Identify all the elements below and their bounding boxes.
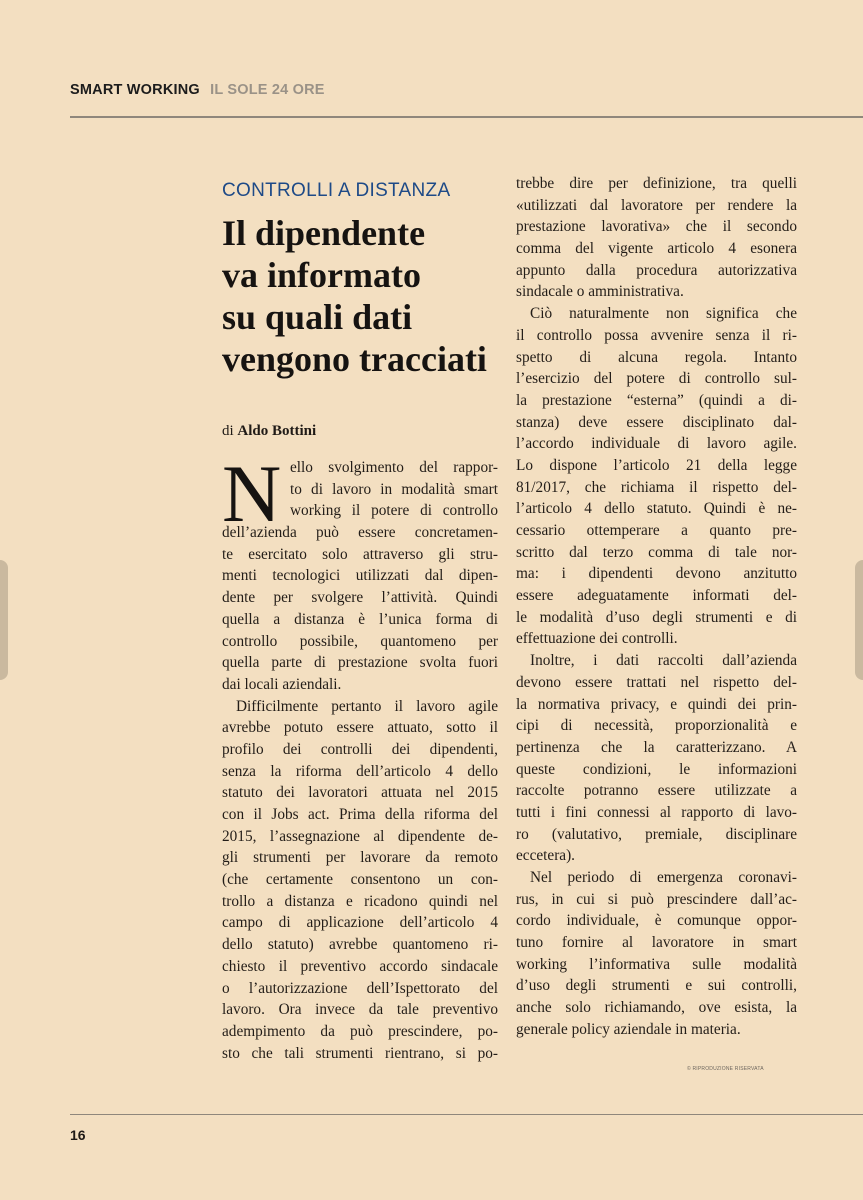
text-line: to di lavoro in modalità smart <box>290 480 498 498</box>
text-line: Nel periodo di emergenza coronavi- <box>530 869 797 886</box>
text-line: generale policy aziendale in materia. <box>516 1020 741 1038</box>
drop-cap: N <box>222 448 282 539</box>
text-line: queste condizioni, le informazioni <box>516 760 797 778</box>
text-line: senza la riforma dell’articolo 4 dello <box>222 762 498 780</box>
text-line: appunto dalla procedura autorizzativa <box>516 261 797 279</box>
text-line: il controllo possa avvenire senza il ri- <box>516 326 797 344</box>
text-line: d’uso degli strumenti e sui controlli, <box>516 977 797 995</box>
header-rule <box>70 116 863 118</box>
text-line: sto che tali strumenti rientrano, si po- <box>222 1044 498 1062</box>
text-line: le modalità d’uso degli strumenti e di <box>516 608 797 626</box>
text-line: tutti i fini connessi al rapporto di lavo- <box>516 803 797 821</box>
text-line: working l’informativa sulle modalità <box>516 955 797 973</box>
text-line: dello statuto) avrebbe quantomeno ri- <box>222 936 498 954</box>
text-line: 81/2017, che richiama il rispetto del- <box>516 478 797 496</box>
text-line: profilo dei controlli dei dipendenti, <box>222 740 498 758</box>
author-name: Aldo Bottini <box>237 423 317 439</box>
text-line: trollo a distanza e ricadono quindi nel <box>222 892 498 910</box>
text-line: essere adeguatamente informati del- <box>516 587 797 605</box>
text-line: scritto dal terzo comma di tale nor- <box>516 543 797 561</box>
text-line: lavoro. Ora invece da tale preventivo <box>222 1001 498 1019</box>
newspaper-name: IL SOLE 24 ORE <box>210 82 325 98</box>
text-line: te esercitato solo attraverso gli stru- <box>222 545 498 563</box>
text-line: dell’azienda può essere concretamen- <box>222 524 498 542</box>
text-line: o l’autorizzazione dell’Ispettorato del <box>222 979 498 997</box>
text-line: ello svolgimento del rappor- <box>290 459 498 476</box>
headline-line: Il dipendente <box>222 213 426 253</box>
text-line: «utilizzati dal lavoratore per rendere la <box>516 196 797 214</box>
text-line: pertinenza che la caratterizzano. A <box>516 738 797 756</box>
copyright-notice: © RIPRODUZIONE RISERVATA <box>687 1066 764 1072</box>
body-column-1 <box>222 448 498 1064</box>
text-line: la normativa privacy, e quindi dei prin- <box>516 695 797 713</box>
headline-line: va informato <box>222 255 421 295</box>
text-line: quella a distanza è l’unica forma di <box>222 610 498 628</box>
text-line: eccetera). <box>516 847 575 865</box>
text-line: cipi di necessità, proporzionalità e <box>516 717 797 735</box>
text-line: prestazione lavorativa» che il secondo <box>516 218 797 236</box>
text-line: (che certamente consentono un con- <box>222 871 498 889</box>
text-line: effettuazione dei controlli. <box>516 630 678 648</box>
text-line: Lo dispone l’articolo 21 della legge <box>516 456 797 474</box>
page-edge-shadow <box>0 560 8 680</box>
section-name: SMART WORKING <box>70 82 200 98</box>
text-line: working il potere di controllo <box>290 502 498 520</box>
article-headline <box>222 212 512 380</box>
text-line: tuno fornire al lavoratore in smart <box>516 934 797 952</box>
text-line: statuto dei lavoratori attuata nel 2015 <box>222 784 498 802</box>
text-line: avrebbe potuto essere attuato, sotto il <box>222 719 498 737</box>
text-line: l’esercizio del potere di controllo sul- <box>516 370 797 388</box>
text-line: 2015, l’assegnazione al dipendente de- <box>222 827 498 845</box>
text-line: devono essere trattati nel rispetto del- <box>516 673 797 691</box>
text-line: ma: i dipendenti devono anzitutto <box>516 565 797 583</box>
text-line: dente per svolgere l’attività. Quindi <box>222 589 498 607</box>
text-line: gli strumenti per lavorare da remoto <box>222 849 498 867</box>
text-line: cessario ottemperare a quanto pre- <box>516 522 797 539</box>
text-line: controllo possibile, quantomeno per <box>222 632 498 650</box>
body-column-2 <box>516 173 797 1041</box>
text-line: menti tecnologici utilizzati dal dipen- <box>222 567 498 585</box>
text-line: stanza) deve essere disciplinato dal- <box>516 413 797 431</box>
text-line: l’accordo individuale di lavoro agile. <box>516 435 797 453</box>
text-line: quella parte di prestazione svolta fuori <box>222 654 498 672</box>
text-line: ro (valutativo, premiale, disciplinare <box>516 825 797 843</box>
text-line: la prestazione “esterna” (quindi a di- <box>516 391 797 409</box>
text-line: chiesto il preventivo accordo sindacale <box>222 957 498 975</box>
text-line: Inoltre, i dati raccolti dall’azienda <box>530 652 797 670</box>
text-line: adempimento da può prescindere, po- <box>222 1022 498 1040</box>
byline <box>222 423 316 440</box>
page-edge-shadow <box>855 560 863 680</box>
text-line: l’articolo 4 dello statuto. Quindi è ne- <box>516 500 797 518</box>
footer-rule <box>70 1114 863 1115</box>
headline-line: vengono tracciati <box>222 339 487 379</box>
running-header <box>70 82 325 98</box>
text-line: comma del vigente articolo 4 esonera <box>516 240 797 258</box>
text-line: rus, in cui si può prescindere dall’ac- <box>516 890 797 908</box>
text-line: Ciò naturalmente non significa che <box>530 305 797 323</box>
text-line: dai locali aziendali. <box>222 675 342 693</box>
text-line: sindacale o amministrativa. <box>516 283 684 301</box>
text-line: con il Jobs act. Prima della riforma del <box>222 806 498 823</box>
text-line: raccolte potranno essere utilizzate a <box>516 782 797 800</box>
byline-prefix: di <box>222 423 234 439</box>
text-line: campo di applicazione dell’articolo 4 <box>222 914 498 932</box>
article-kicker: CONTROLLI A DISTANZA <box>222 180 451 201</box>
headline-line: su quali dati <box>222 297 413 337</box>
text-line: Difficilmente pertanto il lavoro agile <box>236 697 498 715</box>
text-line: cordo individuale, è comunque oppor- <box>516 912 797 930</box>
text-line: trebbe dire per definizione, tra quelli <box>516 175 797 192</box>
page-number: 16 <box>70 1127 86 1143</box>
text-line: anche solo richiamando, ove esista, la <box>516 999 797 1017</box>
text-line: spetto di alcuna regola. Intanto <box>516 348 797 366</box>
